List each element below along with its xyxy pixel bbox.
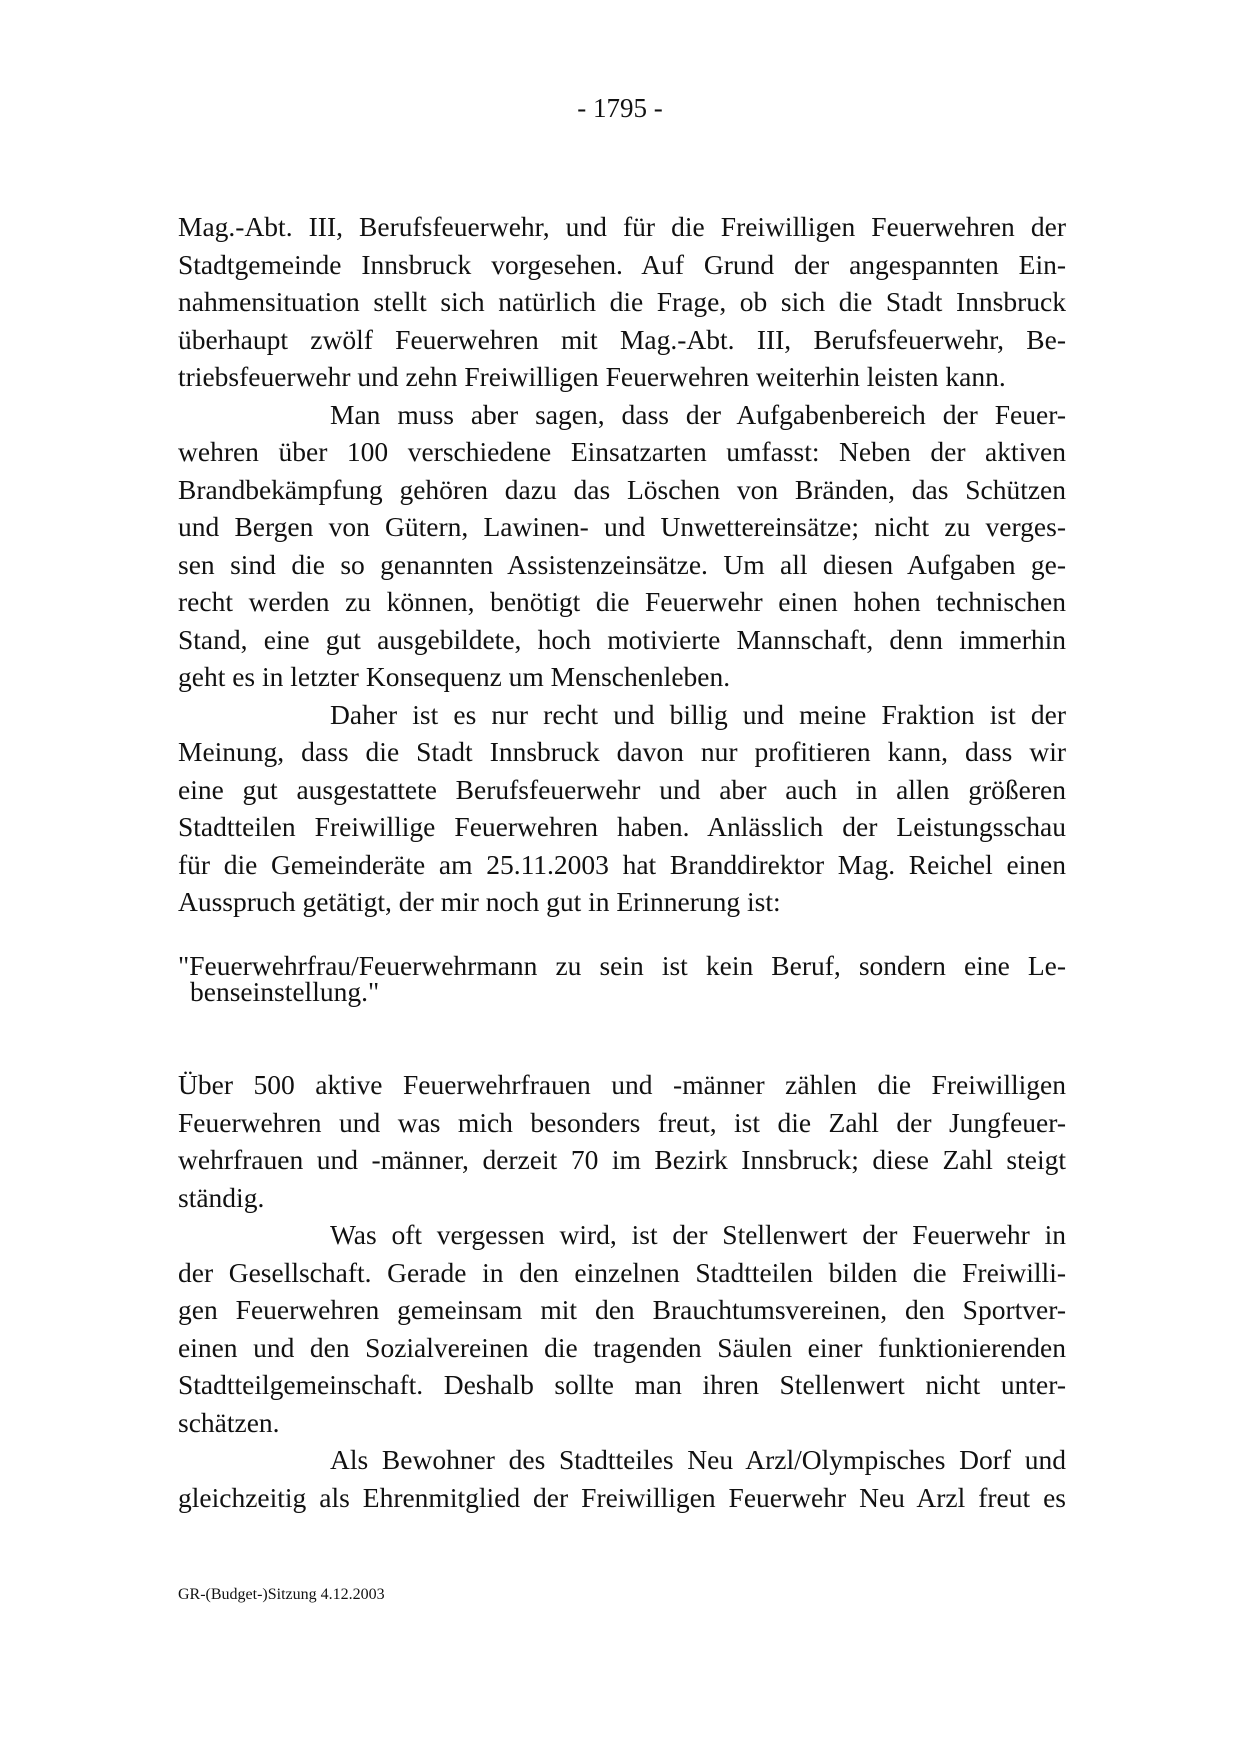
body-text-upper xyxy=(178,208,1066,921)
page-number: - 1795 - xyxy=(577,93,663,123)
text-line: wehrfrauen und -männer, derzeit 70 im Bezirk Innsbruck; diese Zahl steigt xyxy=(178,1144,1066,1175)
text-line: Daher ist es nur recht und billig und meine Fraktion ist der xyxy=(330,698,1066,730)
text-line: schätzen. xyxy=(178,1406,280,1438)
quote-line: benseinstellung." xyxy=(190,976,380,1007)
text-line: Was oft vergessen wird, ist der Stellenwert der Feuerwehr in xyxy=(330,1219,1066,1250)
text-line: wehren über 100 verschiedene Einsatzarten umfasst: Neben der aktiven xyxy=(178,436,1066,467)
text-line: Mag.-Abt. III, Berufsfeuerwehr, und für die Freiwilligen Feuerwehren der xyxy=(178,211,1066,242)
text-line: Stadtteilgemeinschaft. Deshalb sollte man ihren Stellenwert nicht unter- xyxy=(178,1369,1066,1400)
text-line: für die Gemeinderäte am 25.11.2003 hat Branddirektor Mag. Reichel einen xyxy=(178,848,1066,880)
text-line: der Gesellschaft. Gerade in den einzelnen Stadtteilen bilden die Freiwilli- xyxy=(178,1256,1066,1288)
text-line: geht es in letzter Konsequenz um Menschenleben. xyxy=(178,661,731,692)
text-line: überhaupt zwölf Feuerwehren mit Mag.-Abt. III, Berufsfeuerwehr, Be- xyxy=(178,323,1066,355)
text-line: triebsfeuerwehr und zehn Freiwilligen Feuerwehren weiterhin leisten kann. xyxy=(178,361,1006,392)
text-line: einen und den Sozialvereinen die tragenden Säulen einer funktionierenden xyxy=(178,1331,1066,1363)
text-line: ständig. xyxy=(178,1181,265,1213)
text-line: Als Bewohner des Stadtteiles Neu Arzl/Olympisches Dorf und xyxy=(330,1444,1066,1475)
text-line: Brandbekämpfung gehören dazu das Löschen von Bränden, das Schützen xyxy=(178,473,1066,505)
text-line: eine gut ausgestattete Berufsfeuerwehr und aber auch in allen größeren xyxy=(178,773,1066,805)
text-line: Stadtteilen Freiwillige Feuerwehren haben. Anlässlich der Leistungsschau xyxy=(178,811,1066,842)
body-text-lower xyxy=(178,1066,1066,1516)
text-line: Man muss aber sagen, dass der Aufgabenbereich der Feuer- xyxy=(330,398,1066,430)
text-line: Stadtgemeinde Innsbruck vorgesehen. Auf Grund der angespannten Ein- xyxy=(178,248,1066,280)
text-line: Feuerwehren und was mich besonders freut, ist die Zahl der Jungfeuer- xyxy=(178,1106,1066,1138)
text-line: recht werden zu können, benötigt die Feuerwehr einen hohen technischen xyxy=(178,586,1066,617)
footer-session-label: GR-(Budget-)Sitzung 4.12.2003 xyxy=(178,1586,385,1603)
text-line: Meinung, dass die Stadt Innsbruck davon nur profitieren kann, dass wir xyxy=(178,736,1066,767)
text-line: Ausspruch getätigt, der mir noch gut in Erinnerung ist: xyxy=(178,886,781,917)
text-line: nahmensituation stellt sich natürlich die Frage, ob sich die Stadt Innsbruck xyxy=(178,286,1066,317)
quote-line: "Feuerwehrfrau/Feuerwehrmann zu sein ist kein Beruf, sondern eine Le- xyxy=(178,950,1066,981)
text-line: sen sind die so genannten Assistenzeinsätze. Um all diesen Aufgaben ge- xyxy=(178,548,1066,580)
text-line: gen Feuerwehren gemeinsam mit den Brauchtumsvereinen, den Sportver- xyxy=(178,1294,1066,1325)
text-line: Stand, eine gut ausgebildete, hoch motivierte Mannschaft, denn immerhin xyxy=(178,623,1066,655)
text-line: und Bergen von Gütern, Lawinen- und Unwettereinsätze; nicht zu verges- xyxy=(178,511,1066,542)
text-line: gleichzeitig als Ehrenmitglied der Freiwilligen Feuerwehr Neu Arzl freut es xyxy=(178,1481,1066,1513)
text-line: Über 500 aktive Feuerwehrfrauen und -männer zählen die Freiwilligen xyxy=(178,1069,1066,1100)
block-quote xyxy=(178,950,1066,1007)
